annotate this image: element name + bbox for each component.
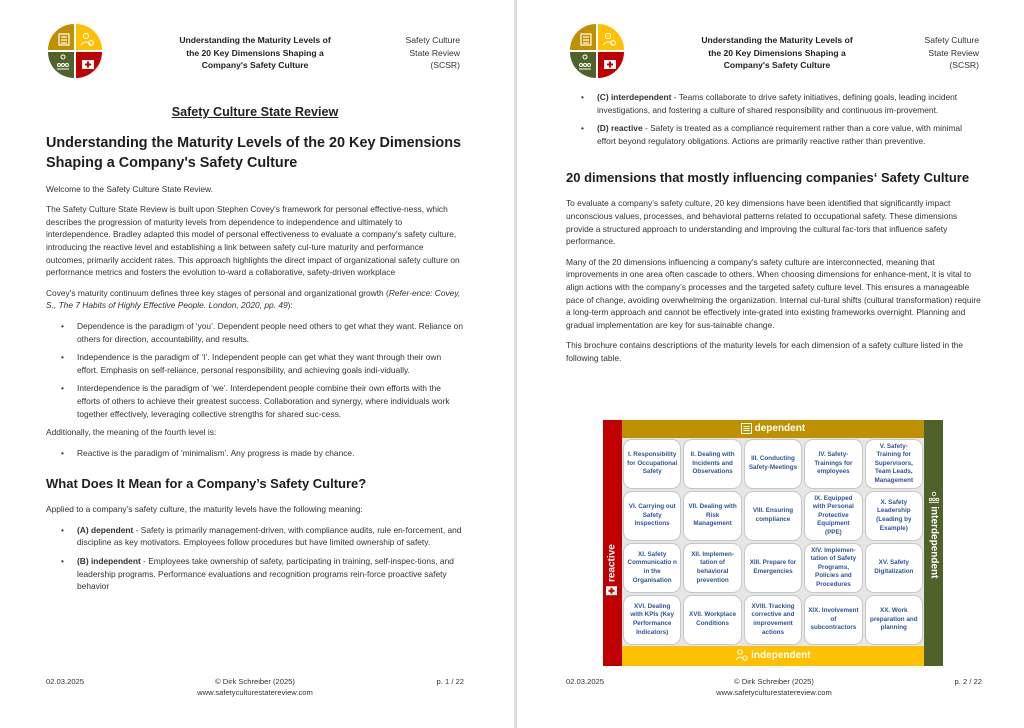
bullet-icon: • [61,320,64,331]
dimension-cell: III. Conducting Safety-Meetings [744,439,802,489]
paragraph: This brochure contains descriptions of the maturity levels for each dimension of a safety culture listed in the following table. [566,340,964,363]
bullet-icon: • [61,447,64,458]
dimension-cell: IV. Safety-Trainings for employees [804,439,862,489]
reference-citation: Refer-ence: Covey, S., The 7 Habits of Highly Effective People. London, 2020, pp. 49 [46,287,461,311]
dimension-cell: IX. Equipped with Personal Protective Equipment (PPE) [804,491,862,541]
header-brand: Safety Culture State Review (SCSR) [924,35,979,70]
header-title: Understanding the Maturity Levels of the 20 Key Dimensions Shaping a Company's Safety Culture [179,35,331,70]
dimension-cell: XIII. Prepare for Emergencies [744,543,802,593]
footer-date: 02.03.2025 [46,677,85,686]
list-item: • (D) reactive - Safety is treated as a compliance requirement rather than a core value, with minimal effort beyond regulatory obligations. Actions are primarily reactive rather than preventive. [581,123,962,146]
section-heading: What Does It Mean for a Company’s Safety Culture? [46,476,367,492]
paragraph: To evaluate a company’s safety culture, 20 key dimensions have been identified that significantly impact unconscious values, processes, and behavioral patterns related to occupational safety. These dimensions provide a structured approach to understanding and improving the cultural fac-tors that influence safety performance. [566,198,958,247]
first-aid-icon [604,60,616,69]
bullet-icon: • [61,556,64,567]
dimension-cell: XIV. Implemen-tation of Safety Programs, Policies and Procedures [804,543,862,593]
list-item: • (C) interdependent - Teams collaborate to drive safety initiatives, defining goals, leading incident investigations, and fostering a culture of shared responsibility and continuous im-provement. [581,92,958,115]
footer-date: 02.03.2025 [566,677,605,686]
bullet-icon: • [61,524,64,535]
header-brand: Safety Culture State Review (SCSR) [405,35,460,70]
footer-url[interactable]: www.safetyculturestatereview.com [716,688,832,697]
scsr-logo [48,24,102,78]
list-icon [741,423,752,434]
footer-page-number: p. 2 / 22 [954,677,982,686]
person-check-icon [735,649,748,661]
dependent-bar [622,420,924,438]
dimension-cell: I. Responsibility for Occupational Safety [623,439,681,489]
fourth-level-list [46,447,464,460]
interdependent-label: interdependent [928,491,940,578]
document-page-2 [517,0,1024,728]
dimension-cell: XVI. Dealing with KPIs (Key Performance Indicators) [623,595,681,645]
list-item: • Dependence is the paradigm of ‘you’. Dependent people need others to get what they want. Reliance on others for direction, accountability, and results. [61,320,463,344]
list-item: • (B) independent - Employees take ownership of safety, participating in training, self-inspec-tions, and leadership programs. Performance evaluations and recognition programs rein-force proactive safety behavior [61,556,454,592]
independent-bar [622,646,924,666]
page-2-body [566,91,982,373]
dimensions-diagram [603,420,943,666]
section-heading: 20 dimensions that mostly influencing companies‘ Safety Culture [566,170,970,186]
page-footer [46,676,464,700]
bullet-icon: • [581,123,584,134]
page-header [517,24,1024,84]
list-item: • (A) dependent - Safety is primarily management-driven, with compliance audits, rule en-forcement, and discipline as key motivators. Employees follow procedures but have limited ownership of safety. [61,524,462,548]
document-heading: Understanding the Maturity Levels of the 20 Key Dimensions Shaping a Company's Safety Culture [46,134,462,171]
dimension-cell: VIII. Ensuring compliance [744,491,802,541]
bullet-icon: • [61,352,64,363]
intro-paragraph: The Safety Culture State Review is built upon Stephen Covey's framework for personal effective-ness, which describes the progression of maturity levels from dependence to independence and ultimately to interdependence. Bradley adapted this model of personal effectiveness to evaluate a company's safety culture, introducing the reactive level and establishing a link between safety cul-ture maturity and performance outcomes, primarily accident rates. This approach highlights the direct impact of organizational safety culture on performance metrics and fosters the evolution to-ward a collaborative, safety-driven workplace [46,204,460,278]
dependent-label: dependent [754,423,806,434]
applied-paragraph: Applied to a company’s safety culture, the maturity levels have the following meaning: [46,504,363,515]
levels-list [566,91,982,147]
dimension-cell: XI. Safety Communicatio n in the Organisation [623,543,681,593]
footer-copyright: © Dirk Schreiber (2025) [215,677,295,686]
reactive-label: reactive [607,544,618,596]
dimension-cell: II. Dealing with Incidents and Observations [683,439,741,489]
page-1-body [46,106,464,599]
first-aid-icon [82,60,94,69]
main-title: Safety Culture State Review [171,105,339,119]
maturity-stages-list [46,320,464,420]
footer-url[interactable]: www.safetyculturestatereview.com [197,688,313,697]
logo-quadrant-independent [76,24,102,50]
dimension-cell: XV. Safety Digitalization [865,543,923,593]
dimension-cell: XIX. Involvement of subcontractors [804,595,862,645]
dimension-cell: XVII. Workplace Conditions [683,595,741,645]
header-title: Understanding the Maturity Levels of the 20 Key Dimensions Shaping a Company's Safety Culture [701,35,853,70]
dimension-cell: X. Safety Leadership (Leading by Example) [865,491,923,541]
dimension-cell: XX. Work preparation and planning [865,595,923,645]
levels-list [46,524,464,593]
page-footer [566,676,982,700]
dimension-cell: XII. Implemen-tation of behavioral prevention [683,543,741,593]
page-header [0,24,514,84]
dimensions-grid [622,438,924,646]
fourth-level-intro: Additionally, the meaning of the fourth level is: [46,427,217,438]
independent-label: independent [751,650,811,661]
list-item: • Interdependence is the paradigm of ‘we’. Interdependent people combine their own efforts with the efforts of others to achieve their greatest success. Collaboration and synergy, where individuals work together effectively, leveraging collective strengths for shared suc-cess. [61,383,450,419]
dimension-cell: V. Safety-Training for Supervisors, Team Leads, Management [865,439,923,489]
scsr-logo [570,24,624,78]
paragraph: Many of the 20 dimensions influencing a company’s safety culture are interconnected, meaning that improvements in one area often cascade to others. When choosing dimensions for enhance-ment, it is vital to align actions with the company’s processes and the targeted safety culture level. This ensures a manageable pace of change, avoiding overwhelming the organization. Internal cul-tural shifts (cultural transformation) require a long-term approach and cannot be effectively inte-grated into existing frameworks overnight. Planning and gradual implementation are key for sus-tainable change. [566,256,981,330]
covey-paragraph: Covey's maturity continuum defines three key stages of personal and organizational growth (Refer-ence: Covey, S., The 7 Habits of Highly Effective People. London, 2020, pp. 49): [46,287,461,311]
bullet-icon: • [581,92,584,102]
team-idea-icon [928,491,940,503]
welcome-paragraph: Welcome to the Safety Culture State Review. [46,183,213,194]
dimension-cell: VI. Carrying out Safety Inspections [623,491,681,541]
first-aid-icon [606,585,617,595]
dimension-cell: VII. Dealing with Risk Management [683,491,741,541]
footer-copyright: © Dirk Schreiber (2025) [734,677,814,686]
bullet-icon: • [61,383,64,394]
dimension-cell: XVIII. Tracking corrective and improvement actions [744,595,802,645]
footer-page-number: p. 1 / 22 [436,677,464,686]
list-item: • Reactive is the paradigm of ‘minimalism’. Any progress is made by chance. [61,447,355,458]
list-item: • Independence is the paradigm of ‘I’. Independent people can get what they want through their own effort. Emphasis on self-reliance, personal responsibility, and achieving goals indi-vidually. [61,352,442,375]
